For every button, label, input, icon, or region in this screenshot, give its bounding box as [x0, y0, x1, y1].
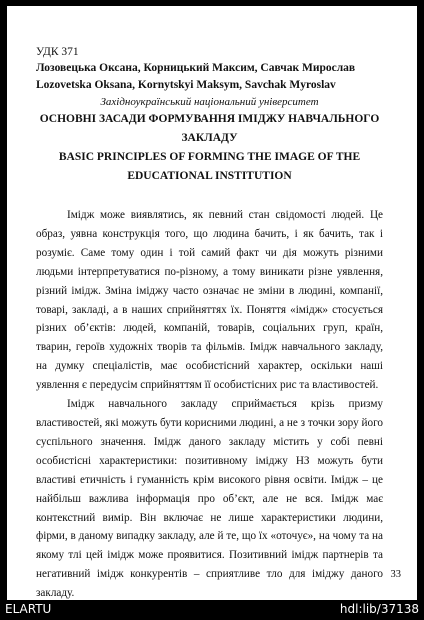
- title-ukrainian-line1: ОСНОВНІ ЗАСАДИ ФОРМУВАННЯ ІМІДЖУ НАВЧАЛЬНОГО: [39, 113, 380, 125]
- udk-code: УДК 371: [36, 46, 79, 58]
- repository-name: ELARTU: [5, 602, 52, 616]
- paragraph-2: Імідж навчального закладу сприймається крізь призму властивостей, які можуть бути корисними людині, а не з точки зору його суспільного значення. Імідж даного закладу містить у собі певні особистісні характеристики: позитивному іміджу НЗ можуть бути властиві етичність і гуманність крім високого рівня освіти. Імідж – це найбільш важлива інформація про об’єкт, але не вся. Імідж має контекстний вимір. Він включає не лише характеристики людини, фірми, в даному випадку закладу, але й те, що їх «оточує», на чому та на якому тлі цей імідж може проявитися. Позитивний імідж партнерів та негативний імідж конкурентів – сприятливе тло для іміджу даного закладу.: [36, 398, 384, 600]
- title-ukrainian: [36, 110, 383, 148]
- title-english: [36, 148, 383, 186]
- document-page: [7, 6, 417, 600]
- affiliation: Західноукраїнський національний університет: [100, 96, 319, 108]
- paragraph-1: Імідж може виявлятись, як певний стан свідомості людей. Це образ, уявна конструкція того, що людина бачить, і як бачить, так і розуміє. Саме тому один і той самий факт чи дія можуть різними людьми інтерпретуватися по-різному, а тому виникати різне уявлення, різний імідж. Зміна іміджу часто означає не зміни в людині, компанії, товарі, закладі, а в наших сприйняттях їх. Поняття «імідж» стосується різних об’єктів: людей, компаній, товарів, соціальних груп, країн, тварин, героїв художніх творів та фільмів. Імідж навчального закладу, на думку спеціалістів, має особистісний характер, оскільки наші уявлення є передусім сприйняттям її особистісних рис та властивостей.: [36, 209, 383, 392]
- authors-ukrainian: Лозовецька Оксана, Корницький Максим, Савчак Мирослав: [36, 62, 356, 74]
- page-number: 33: [390, 569, 401, 580]
- title-english-line1: BASIC PRINCIPLES OF FORMING THE IMAGE OF THE: [58, 151, 361, 163]
- title-english-line2: EDUCATIONAL INSTITUTION: [127, 170, 292, 182]
- footer-bar: [0, 600, 424, 620]
- title-ukrainian-line2: ЗАКЛАДУ: [181, 132, 238, 144]
- authors-english: Lozovetska Oksana, Kornytskyi Maksym, Savchak Myroslav: [36, 79, 336, 91]
- article-content: [36, 44, 383, 600]
- handle-link[interactable]: hdl:lib/37138: [339, 602, 419, 616]
